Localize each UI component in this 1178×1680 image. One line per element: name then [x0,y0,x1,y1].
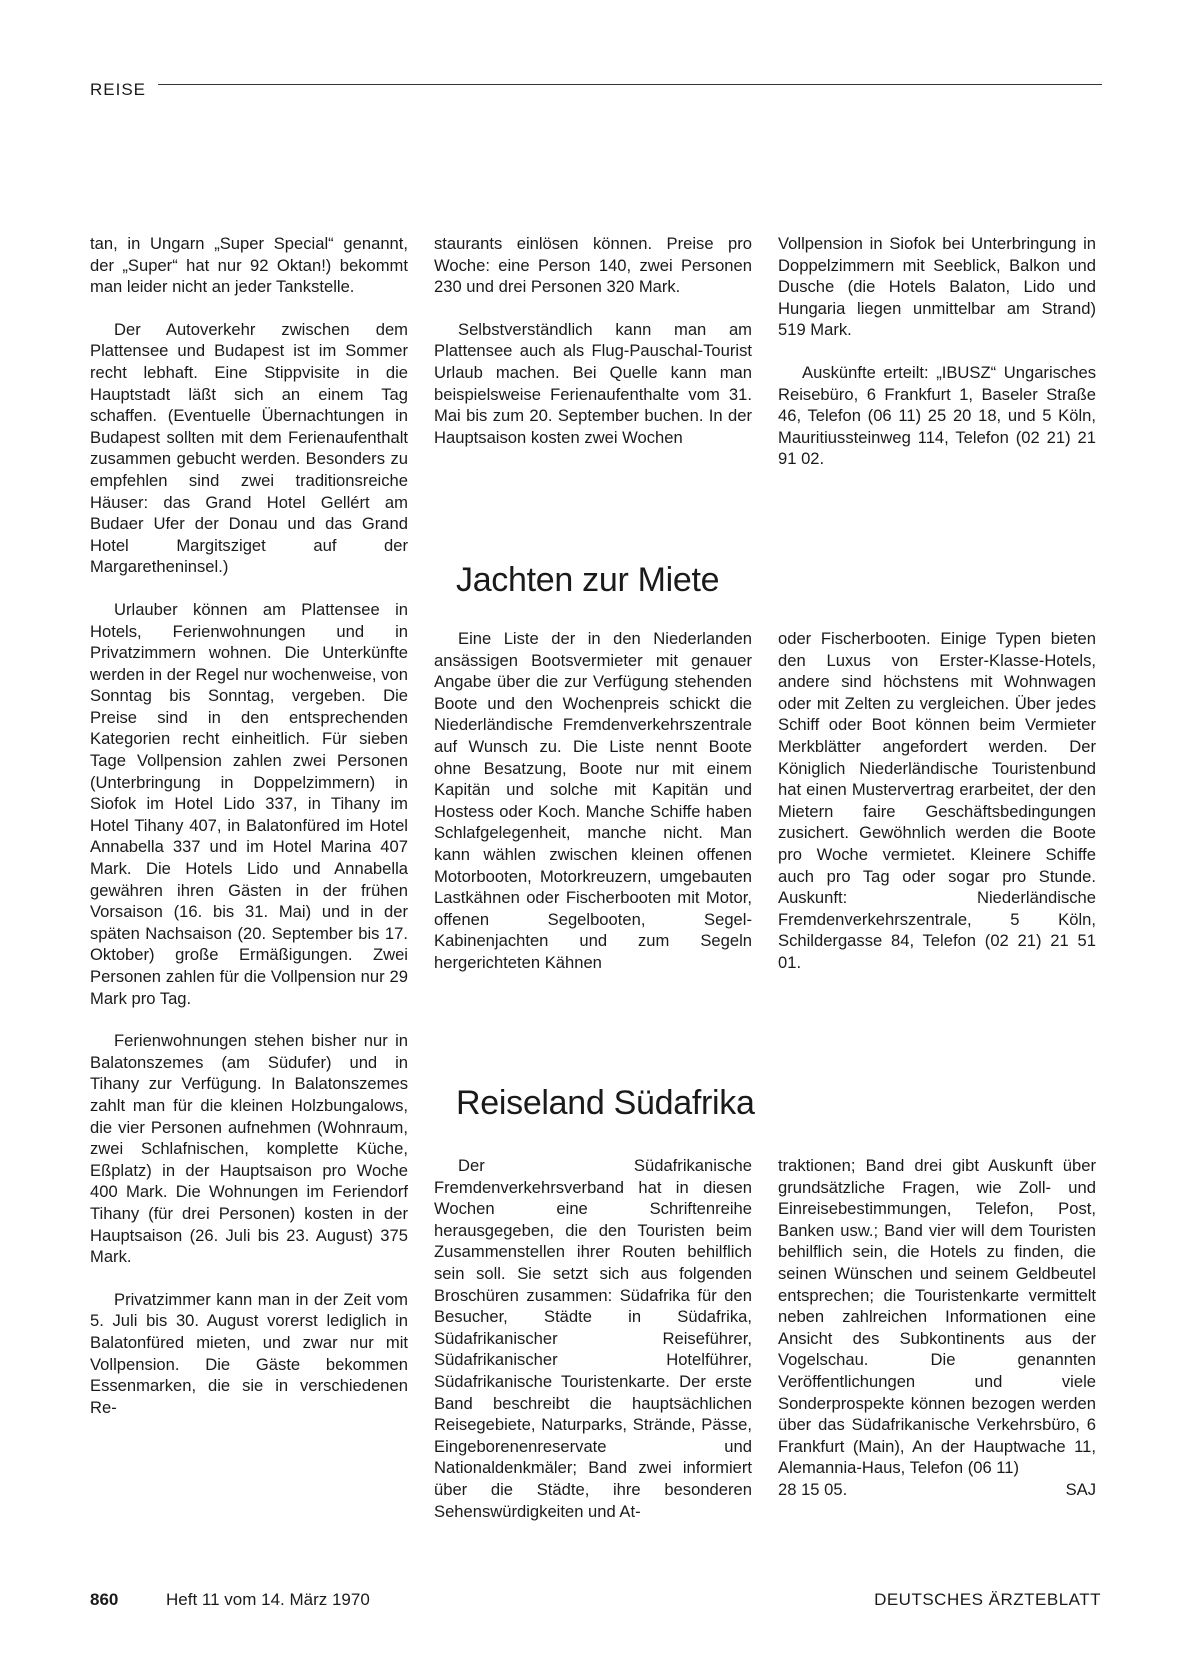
paragraph: tan, in Ungarn „Super Special“ genannt, der „Super“ hat nur 92 Oktan!) bekommt man leider nicht an jeder Tankstelle. [90,234,408,297]
paragraph: Eine Liste der in den Niederlanden ansässigen Bootsvermieter mit genauer Angabe über die zur Verfügung stehenden Boote und den Wochenpreis schickt die Niederländische Fremdenverkehrszentrale auf Wunsch zu. Die Liste nennt Boote ohne Besatzung, Boote nur mit einem Kapitän und solche mit Kapitän und Hostess oder Koch. Manche Schiffe haben Schlafgelegenheit, manche nicht. Man kann wählen zwischen kleinen offenen Motorbooten, Motorkreuzern, umgebauten Lastkähnen oder Fischerbooten mit Motor, offenen Segelbooten, Segel-Kabinenjachten und zum Segeln hergerichteten Kähnen [434,629,752,972]
paragraph: Der Autoverkehr zwischen dem Plattensee und Budapest ist im Sommer recht lebhaft. Eine Stippvisite in die Hauptstadt läßt sich an einem Tag schaffen. (Eventuelle Übernachtungen in Budapest sollten mit dem Ferienaufenthalt zusammen gebucht werden. Besonders zu empfehlen sind zwei traditionsreiche Häuser: das Grand Hotel Gellért am Budaer Ufer der Donau und das Grand Hotel Margitsziget auf der Margaretheninsel.) [90,319,408,577]
paragraph: Ferienwohnungen stehen bisher nur in Balatonszemes (am Südufer) und in Tihany zur Verfügung. In Balatonszemes zahlt man für die kleinen Holzbungalows, die vier Personen aufnehmen (Wohnraum, zwei Schlafnischen, komplette Küche, Eßplatz) in der Hauptsaison pro Woche 400 Mark. Die Wohnungen im Feriendorf Tihany (für drei Personen) kosten in der Hauptsaison (26. Juli bis 23. August) 375 Mark. [90,1031,408,1267]
jachten-column-2 [778,628,1096,974]
paragraph: staurants einlösen können. Preise pro Woche: eine Person 140, zwei Personen 230 und drei Personen 320 Mark. [434,234,752,297]
paragraph: Urlauber können am Plattensee in Hotels, Ferienwohnungen und in Privatzimmern wohnen. Die Unterkünfte werden in der Regel nur wochenweise, von Sonntag bis Sonntag, vergeben. Die Preise sind in den entsprechenden Kategorien recht einheitlich. Für sieben Tage Vollpension zahlen zwei Personen (Unterbringung in Doppelzimmern) in Siofok im Hotel Lido 337, in Tihany im Hotel Tihany 407, in Balatonfüred im Hotel Annabella 337 und im Hotel Marina 407 Mark. Die Hotels Lido und Annabella gewähren ihren Gästen in der frühen Vorsaison (16. bis 31. Mai) und in der späten Nachsaison (20. September bis 17. Oktober) große Ermäßigungen. Zwei Personen zahlen für die Vollpension nur 29 Mark pro Tag. [90,599,408,1008]
issue-info: Heft 11 vom 14. März 1970 [166,1590,370,1609]
suedafrika-column-2 [778,1155,1096,1501]
column-2 [434,233,752,448]
phone-number: 28 15 05. [778,1479,848,1499]
paragraph: Auskünfte erteilt: „IBUSZ“ Ungarisches Reisebüro, 6 Frankfurt 1, Baseler Straße 46, Telefon (06 11) 25 20 18, und 5 Köln, Mauritiussteinweg 114, Telefon (02 21) 21 91 02. [778,362,1096,469]
paragraph: Der Südafrikanische Fremdenverkehrsverband hat in diesen Wochen eine Schriftenreihe herausgegeben, die den Touristen beim Zusammenstellen ihrer Routen behilflich sein soll. Sie setzt sich aus folgenden Broschüren zusammen: Südafrika für den Besucher, Städte in Südafrika, Südafrikanischer Reiseführer, Südafrikanischer Hotelführer, Südafrikanische Touristenkarte. Der erste Band beschreibt die hauptsächlichen Reisegebiete, Naturparks, Strände, Pässe, Eingeborenenreservate und Nationaldenkmäler; Band zwei informiert über die Städte, ihre besonderen Sehenswürdigkeiten und At- [434,1156,752,1521]
column-3 [778,233,1096,470]
signature-line [778,1479,1096,1501]
paragraph: Privatzimmer kann man in der Zeit vom 5. Juli bis 30. August vorerst lediglich in Balatonfüred mieten, und zwar nur mit Vollpension. Die Gäste bekommen Essenmarken, die sie in verschiedenen Re- [90,1289,408,1417]
paragraph: Selbstverständlich kann man am Plattensee auch als Flug-Pauschal-Tourist Urlaub machen. Bei Quelle kann man beispielsweise Ferienaufenthalte vom 31. Mai bis zum 20. September buchen. In der Hauptsaison kosten zwei Wochen [434,319,752,447]
paragraph: traktionen; Band drei gibt Auskunft über grundsätzliche Fragen, wie Zoll- und Einreisebestimmungen, Telefon, Post, Banken usw.; Band vier will dem Touristen behilflich sein, die Hotels zu finden, die seinen Wünschen und seinem Geldbeutel entsprechen; die Touristenkarte vermittelt neben zahlreichen Informationen eine Ansicht des Subkontinents aus der Vogelschau. Die genannten Veröffentlichungen und viele Sonderprospekte können bezogen werden über das Südafrikanische Verkehrsbüro, 6 Frankfurt (Main), An der Hauptwache 11, Alemannia-Haus, Telefon (06 11) [778,1156,1096,1478]
page-number: 860 [90,1590,119,1609]
author-signature: SAJ [1065,1479,1096,1499]
journal-name: DEUTSCHES ÄRZTEBLATT [874,1590,1101,1609]
section-label: REISE [90,80,147,99]
column-1 [90,233,408,1418]
header-rule [158,84,1102,85]
paragraph: Vollpension in Siofok bei Unterbringung in Doppelzimmern mit Seeblick, Balkon und Dusche (die Hotels Balaton, Lido und Hungaria liegen unmittelbar am Strand) 519 Mark. [778,234,1096,340]
headline-jachten: Jachten zur Miete [456,561,720,599]
suedafrika-column-1 [434,1155,752,1522]
paragraph: oder Fischerbooten. Einige Typen bieten den Luxus von Erster-Klasse-Hotels, andere sind höchstens mit Wohnwagen oder mit Zelten zu vergleichen. Über jedes Schiff oder Boot können beim Vermieter Merkblätter angefordert werden. Der Königlich Niederländische Touristenbund hat einen Mustervertrag erarbeitet, der den Mietern faire Geschäftsbedingungen zusichert. Gewöhnlich werden die Boote pro Woche vermietet. Kleinere Schiffe auch pro Tag oder sogar pro Stunde. Auskunft: Niederländische Fremdenverkehrszentrale, 5 Köln, Schildergasse 84, Telefon (02 21) 21 51 01. [778,629,1096,972]
jachten-column-1 [434,628,752,974]
headline-suedafrika: Reiseland Südafrika [456,1084,755,1122]
